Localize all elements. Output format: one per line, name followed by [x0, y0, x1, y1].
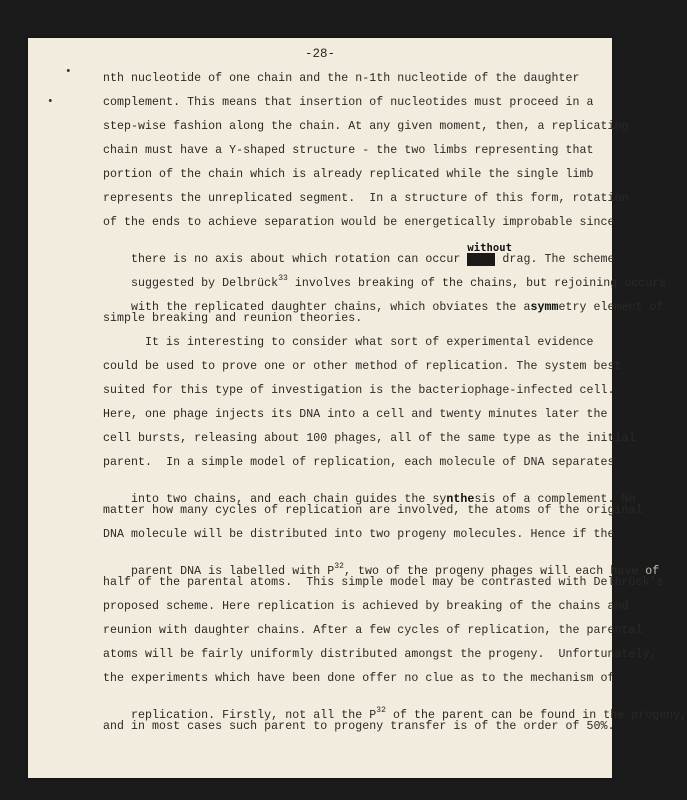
- typed-page: [28, 38, 687, 778]
- line-text: parent DNA is labelled with P: [131, 565, 335, 578]
- text-line: nth nucleotide of one chain and the n-1th nucleotide of the daughter: [103, 72, 580, 85]
- text-line: cell bursts, releasing about 100 phages, all of the same type as the initial: [103, 432, 636, 445]
- faint-text: of: [645, 565, 660, 578]
- text-line: step-wise fashion along the chain. At any given moment, then, a replicating: [103, 120, 629, 133]
- line-text: of the parent can be found in the progeny,: [386, 709, 687, 722]
- line-text: into two chains, and each chain guides the sy: [131, 493, 447, 506]
- text-line: chain must have a Y-shaped structure - the two limbs representing that: [103, 144, 594, 157]
- line-text: replication. Firstly, not all the P: [131, 709, 377, 722]
- text-line: matter how many cycles of replication are involved, the atoms of the original: [103, 504, 643, 517]
- text-line: half of the parental atoms. This simple model may be contrasted with Delbrück's: [103, 576, 664, 589]
- text-line: and in most cases such parent to progeny transfer is of the order of 50%.: [103, 720, 615, 733]
- text-line: simple breaking and reunion theories.: [103, 312, 363, 325]
- text-line: proposed scheme. Here replication is achieved by breaking of the chains and: [103, 600, 629, 613]
- isotope-superscript: 32: [376, 706, 386, 715]
- overtyped-text: nthe: [446, 493, 475, 506]
- line-text: suggested by Delbrück: [131, 277, 279, 290]
- line-text: with the replicated daughter chains, which obviates the a: [131, 301, 531, 314]
- text-line: reunion with daughter chains. After a few cycles of replication, the parental: [103, 624, 643, 637]
- footnote-ref: 33: [278, 274, 288, 283]
- text-line: of the ends to achieve separation would be energetically improbable since: [103, 216, 615, 229]
- line-text: sis of a complement. No: [474, 493, 636, 506]
- line-text: involves breaking of the chains, but rejoining occurs: [287, 277, 667, 290]
- line-text: drag. The scheme: [495, 253, 615, 266]
- text-line: represents the unreplicated segment. In a structure of this form, rotation: [103, 192, 629, 205]
- text-line: could be used to prove one or other method of replication. The system best: [103, 360, 622, 373]
- inserted-word: without: [467, 242, 512, 254]
- struck-word: with: [467, 253, 496, 266]
- text-line: Here, one phage injects its DNA into a cell and twenty minutes later the: [103, 408, 608, 421]
- page-number: -28-: [304, 47, 335, 61]
- text-line: parent. In a simple model of replication, each molecule of DNA separates: [103, 456, 615, 469]
- line-text: , two of the progeny phages will each have: [343, 565, 646, 578]
- line-text: there is no axis about which rotation can occur: [131, 253, 468, 266]
- overtyped-text: symm: [530, 301, 559, 314]
- text-line: suited for this type of investigation is the bacteriophage-infected cell.: [103, 384, 615, 397]
- text-line: the experiments which have been done offer no clue as to the mechanism of: [103, 672, 615, 685]
- line-text: etry element of: [558, 301, 664, 314]
- text-line: DNA molecule will be distributed into two progeny molecules. Hence if the: [103, 528, 615, 541]
- margin-mark: •: [65, 66, 72, 78]
- text-line: portion of the chain which is already replicated while the single limb: [103, 168, 594, 181]
- margin-mark: •: [47, 96, 54, 108]
- text-line: complement. This means that insertion of nucleotides must proceed in a: [103, 96, 594, 109]
- isotope-superscript: 32: [334, 562, 344, 571]
- text-line: It is interesting to consider what sort of experimental evidence: [145, 336, 594, 349]
- text-line: atoms will be fairly uniformly distributed amongst the progeny. Unfortunately,: [103, 648, 657, 661]
